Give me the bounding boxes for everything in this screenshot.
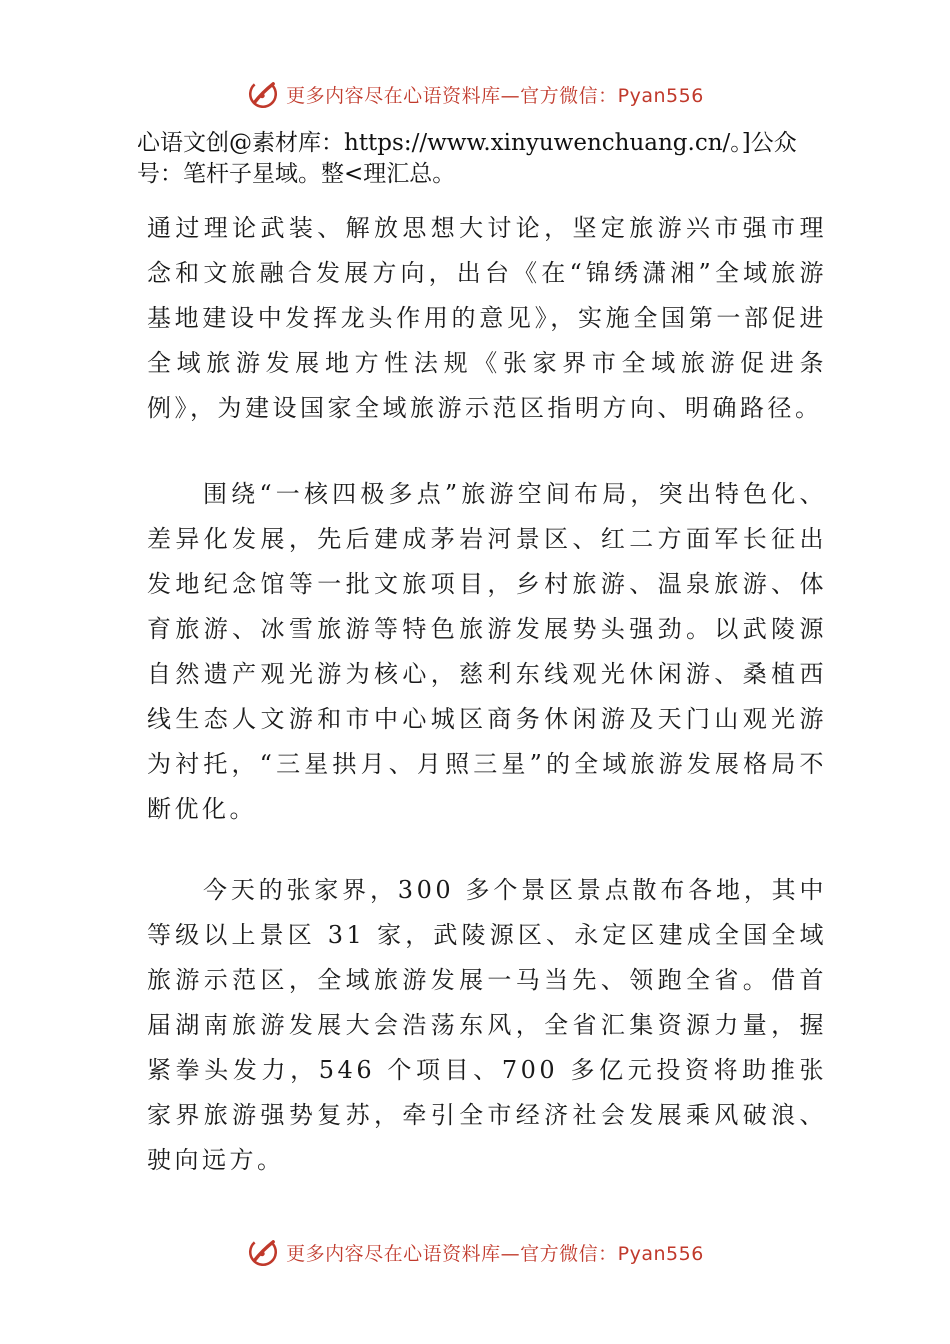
paragraph-1: 通过理论武装、解放思想大讨论，坚定旅游兴市强市理念和文旅融合发展方向，出台《在“锦绣潇湘”全域旅游基地建设中发挥龙头作用的意见》，实施全国第一部促进全域旅游发展地方性法规《张家界市全域旅游促进条例》，为建设国家全域旅游示范区指明方向、明确路径。 (147, 214, 827, 422)
source-line: 心语文创@素材库：https://www.xinyuwenchuang.cn/。]公众号：笔杆子星域。整<理汇总。 (137, 130, 797, 187)
paragraph-2: 围绕“一核四极多点”旅游空间布局，突出特色化、差异化发展，先后建成茅岩河景区、红二方面军长征出发地纪念馆等一批文旅项目，乡村旅游、温泉旅游、体育旅游、冰雪旅游等特色旅游发展势头强劲。以武陵源自然遗产观光游为核心，慈利东线观光休闲游、桑植西线生态人文游和市中心城区商务休闲游及天门山观光游为衬托，“三星拱月、月照三星”的全域旅游发展格局不断优化。 (147, 480, 827, 823)
banner-text: 更多内容尽在心语资料库—官方微信：Pyan556 (286, 1242, 704, 1265)
footer-banner (0, 1232, 950, 1272)
banner-text: 更多内容尽在心语资料库—官方微信：Pyan556 (286, 84, 704, 107)
paragraph-3: 今天的张家界，300 多个景区景点散布各地，其中等级以上景区 31 家，武陵源区、永定区建成全国全域旅游示范区，全域旅游发展一马当先、领跑全省。借首届湖南旅游发展大会浩荡东风，全省汇集资源力量，握紧拳头发力，546 个项目、700 多亿元投资将助推张家界旅游强势复苏，牵引全市经济社会发展乘风破浪、驶向远方。 (147, 876, 827, 1174)
brush-swirl-logo-icon (246, 77, 280, 111)
header-banner (0, 74, 950, 114)
brush-swirl-logo-icon (246, 1235, 280, 1269)
